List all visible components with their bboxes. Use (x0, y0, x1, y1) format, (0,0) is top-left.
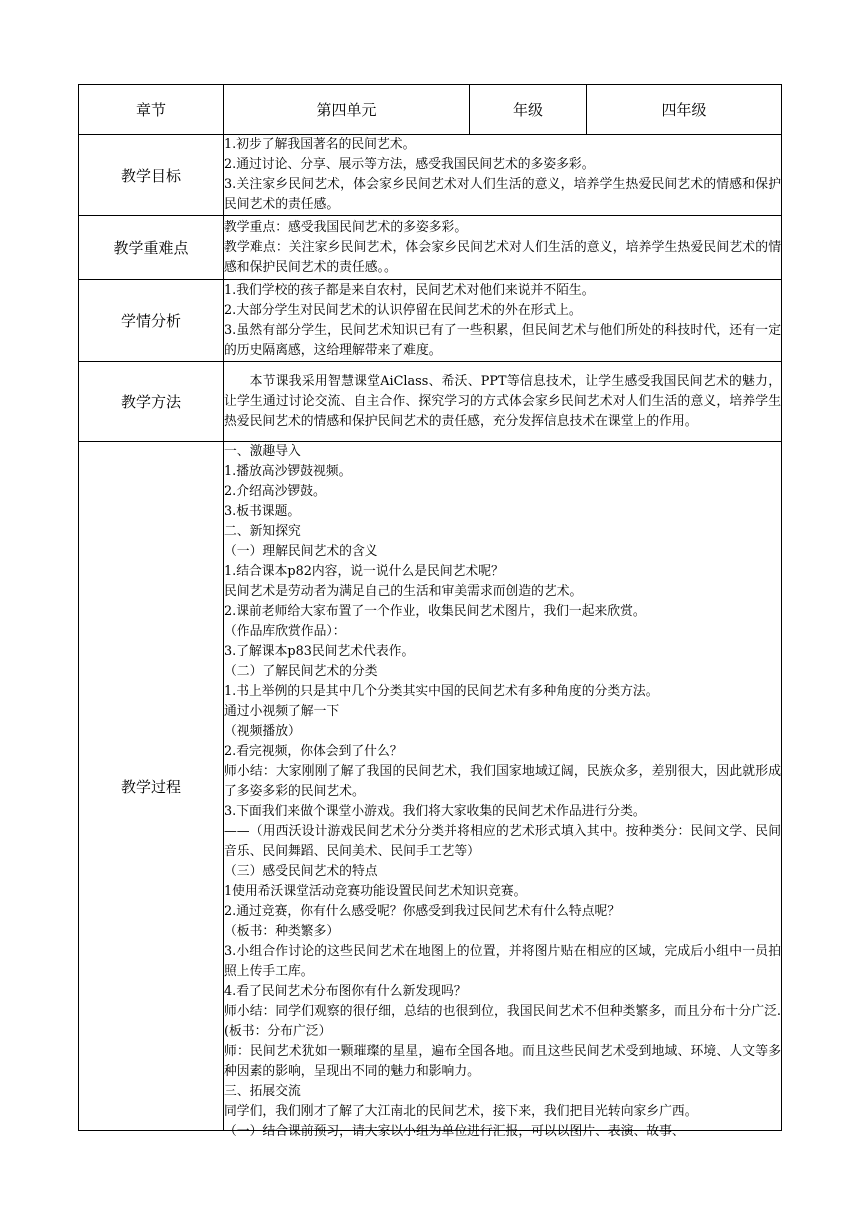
goal-line: 3.关注家乡民间艺术，体会家乡民间艺术对人们生活的意义，培养学生热爱民间艺术的情感和保护民间艺术的责任感。 (224, 177, 781, 212)
process-line: 2.通过竞赛，你有什么感受呢？你感受到我过民间艺术有什么特点呢？ (224, 904, 621, 919)
process-line: 同学们，我们刚才了解了大江南北的民间艺术，接下来，我们把目光转向家乡广西。 (224, 1104, 698, 1119)
key-points-row (79, 216, 782, 280)
goal-line: 2.通过讨论、分享、展示等方法，感受我国民间艺术的多姿多彩。 (224, 157, 595, 172)
chapter-value: 第四单元 (224, 85, 470, 135)
process-line: 通过小视频了解一下 (224, 704, 340, 719)
process-line: （板书：种类繁多） (224, 924, 340, 939)
methods-label: 教学方法 (79, 362, 224, 442)
process-row (79, 442, 782, 1131)
process-line: 二、新知探究 (224, 524, 301, 539)
process-lines (224, 442, 781, 1139)
process-line: 1.书上举例的只是其中几个分类其实中国的民间艺术有多种角度的分类方法。 (224, 684, 659, 699)
process-line: 3.板书课题。 (224, 504, 301, 519)
key-point-line: 教学重点：感受我国民间艺术的多姿多彩。 (224, 219, 468, 235)
process-content (224, 442, 782, 1139)
process-line: （一）理解民间艺术的含义 (224, 544, 378, 559)
lesson-plan-table (78, 84, 782, 1139)
process-line: 3.下面我们来做个课堂小游戏。我们将大家收集的民间艺术作品进行分类。 (224, 804, 646, 819)
header-row (79, 85, 782, 135)
process-line: 3.了解课本p83民间艺术代表作。 (224, 644, 415, 659)
process-line: 2.课前老师给大家布置了一个作业，收集民间艺术图片，我们一起来欣赏。 (224, 604, 646, 619)
analysis-row (79, 280, 782, 362)
goals-label: 教学目标 (79, 135, 224, 216)
methods-text: 本节课我采用智慧课堂AiClass、希沃、PPT等信息技术，让学生感受我国民间艺术的魅力，让学生通过讨论交流、自主合作、探究学习的方式体会家乡民间艺术对人们生活的意义，培养学生热爱民间艺术的情感和保护民间艺术的责任感，充分发挥信息技术在课堂上的作用。 (224, 373, 781, 429)
process-line: （三）感受民间艺术的特点 (224, 864, 378, 879)
goal-line: 1.初步了解我国著名的民间艺术。 (224, 137, 416, 152)
process-line: 4.看了民间艺术分布图你有什么新发现吗？ (224, 984, 467, 999)
process-line: （视频播放） (224, 724, 301, 739)
process-line: 三、拓展交流 (224, 1084, 301, 1099)
key-points-label: 教学重难点 (79, 216, 224, 280)
process-line: 民间艺术是劳动者为满足自己的生活和审美需求而创造的艺术。 (224, 584, 583, 599)
process-line: 3.小组合作讨论的这些民间艺术在地图上的位置，并将图片贴在相应的区域，完成后小组中一员拍照上传手工库。 (224, 944, 781, 979)
goals-row (79, 135, 782, 216)
methods-row (79, 362, 782, 442)
process-line: （二）了解民间艺术的分类 (224, 664, 378, 679)
process-line: （作品库欣赏作品）： (224, 624, 346, 639)
analysis-line: 1.我们学校的孩子都是来自农村，民间艺术对他们来说并不陌生。 (224, 282, 595, 298)
process-line: 师小结：同学们观察的很仔细，总结的也很到位，我国民间艺术不但种类繁多，而且分布十分广泛.(板书：分布广泛） (224, 1004, 781, 1039)
process-line: 2.介绍高沙锣鼓。 (224, 484, 326, 499)
analysis-label: 学情分析 (79, 280, 224, 362)
process-line: ——（用西沃设计游戏民间艺术分分类并将相应的艺术形式填入其中。按种类分：民间文学、民间音乐、民间舞蹈、民间美术、民间手工艺等） (224, 824, 781, 859)
process-label: 教学过程 (79, 442, 224, 1131)
process-line: 2.看完视频，你体会到了什么？ (224, 744, 403, 759)
chapter-label: 章节 (79, 85, 224, 135)
analysis-line: 3.虽然有部分学生，民间艺术知识已有了一些积累，但民间艺术与他们所处的科技时代，还有一定的历史隔离感，这给理解带来了难度。 (224, 322, 781, 358)
goals-content (224, 135, 782, 216)
process-line: （一）结合课前预习，请大家以小组为单位进行汇报，可以以图片、表演、故事、 (224, 1124, 685, 1139)
process-line: 1.结合课本p82内容，说一说什么是民间艺术呢？ (224, 564, 504, 579)
process-line: 1.播放高沙锣鼓视频。 (224, 464, 352, 479)
key-point-line: 教学难点：关注家乡民间艺术，体会家乡民间艺术对人们生活的意义，培养学生热爱民间艺术的情感和保护民间艺术的责任感。。 (224, 239, 781, 275)
key-points-content (224, 216, 782, 280)
analysis-content (224, 280, 782, 362)
process-line: 一、激趣导入 (224, 444, 301, 459)
grade-label: 年级 (470, 85, 587, 135)
methods-content (224, 362, 782, 442)
process-line: 1使用希沃课堂活动竞赛功能设置民间艺术知识竞赛。 (224, 884, 527, 899)
grade-value: 四年级 (587, 85, 782, 135)
process-line: 师：民间艺术犹如一颗璀璨的星星，遍布全国各地。而且这些民间艺术受到地域、环境、人文等多种因素的影响，呈现出不同的魅力和影响力。 (224, 1044, 781, 1079)
process-line: 师小结：大家刚刚了解了我国的民间艺术，我们国家地域辽阔，民族众多，差别很大，因此就形成了多姿多彩的民间艺术。 (224, 764, 781, 799)
analysis-line: 2.大部分学生对民间艺术的认识停留在民间艺术的外在形式上。 (224, 302, 582, 318)
